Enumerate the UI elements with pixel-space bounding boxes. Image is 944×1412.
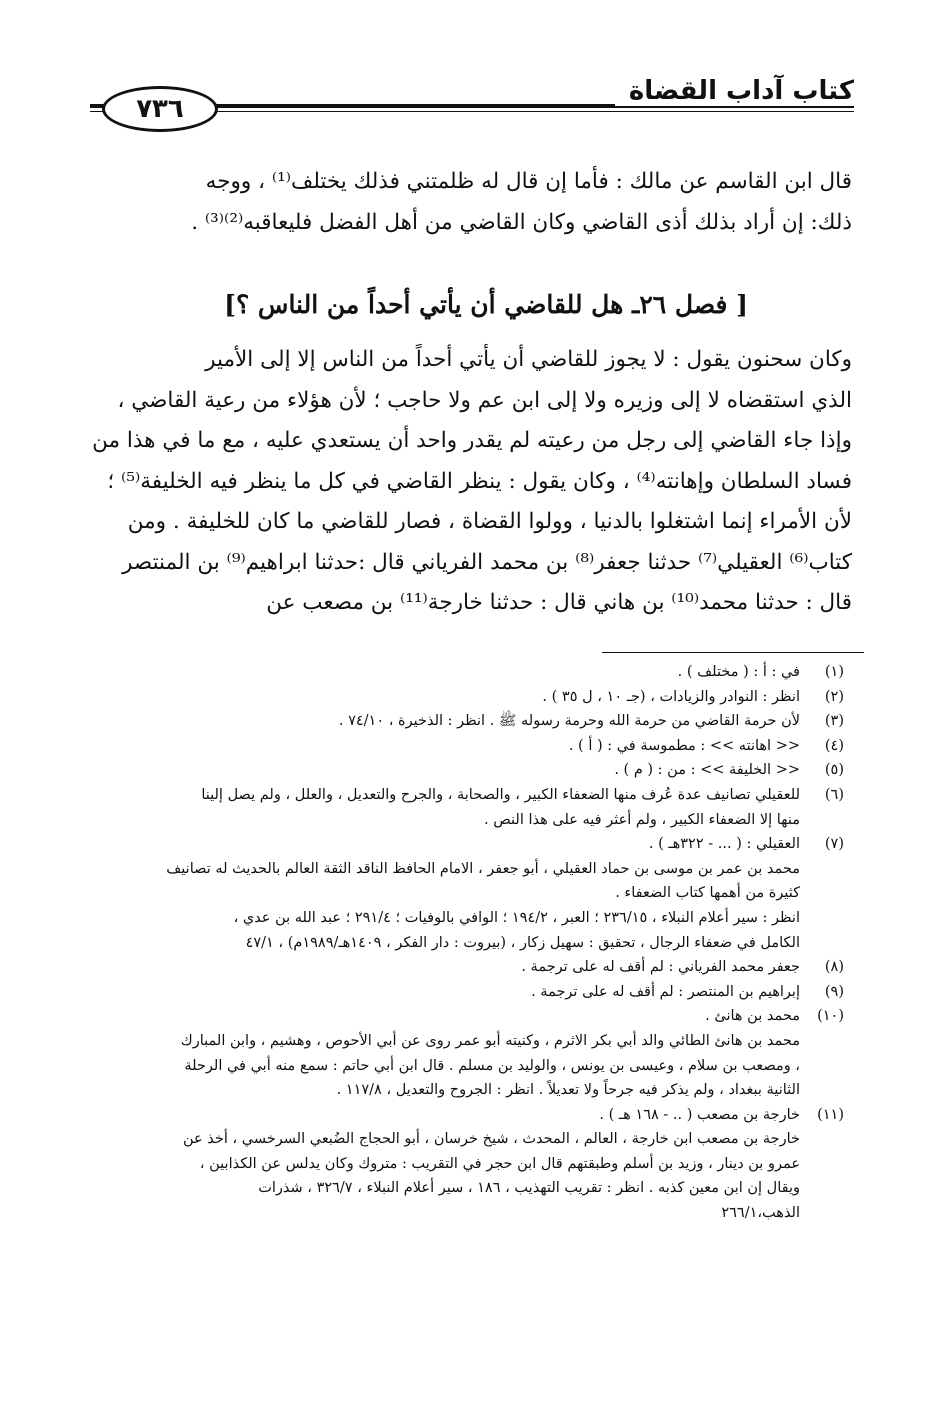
footnote-line: ، ومصعب بن سلام ، وعيسى بن يونس ، والوليد بن مسلم . قال ابن أبي حاتم : سمع منه أبي في الرحلة bbox=[184, 1057, 800, 1074]
footnote-number: (٨) bbox=[824, 959, 844, 976]
text-line: وكان سحنون يقول : لا يجوز للقاضي أن يأتي أحداً من الناس إلا إلى الأمير bbox=[205, 347, 852, 372]
footnote-line: انظر : سير أعلام النبلاء ، ٢٣٦/١٥ ؛ العبر ، ١٩٤/٢ ؛ الوافي بالوفيات ؛ ٢٩١/٤ ؛ عبد الله بن عدي ، bbox=[233, 909, 800, 926]
text-line: قال ابن القاسم عن مالك : فأما إن قال له ظلمتني فذلك يختلف⁽¹⁾ ، ووجه bbox=[205, 169, 852, 194]
footnote-number: (٥) bbox=[824, 762, 844, 779]
footnote-number: (٧) bbox=[824, 836, 844, 853]
footnote-line: محمد بن هانئ الطائي والد أبي بكر الاثرم ، وكنيته أبو عمر روى عن أبي الأحوص ، وهشيم ، وابن المبارك bbox=[180, 1032, 800, 1049]
footnote-separator bbox=[602, 652, 864, 653]
text-line: وإذا جاء القاضي إلى رجل من رعيته لم يقدر واحد أن يستعدي عليه ، مع ما في هذا من bbox=[92, 428, 852, 453]
footnote-number: (٤) bbox=[824, 737, 844, 754]
footnote-item bbox=[70, 685, 844, 710]
footnote-item bbox=[70, 1004, 844, 1102]
footnote-line: خارجة بن مصعب ابن خارجة ، العالم ، المحدث ، شيخ خرسان ، أبو الحجاج الضُبعي السرخسي ، أخذ عن bbox=[182, 1131, 800, 1148]
footnote-item bbox=[70, 955, 844, 980]
text-line: ذلك: إن أراد بذلك أذى القاضي وكان القاضي من أهل الفضل فليعاقبه⁽²⁾⁽³⁾ . bbox=[191, 209, 852, 235]
footnotes bbox=[70, 660, 844, 1226]
footnote-number: (٩) bbox=[824, 983, 844, 1000]
footnote-line: << اهانته >> : مطموسة في : ( أ ) . bbox=[568, 737, 800, 754]
footnote-item bbox=[70, 734, 844, 759]
footnote-number: (١) bbox=[824, 664, 844, 680]
footnote-item bbox=[70, 758, 844, 783]
footnote-number: (٢) bbox=[824, 688, 844, 705]
footnote-line: منها إلا الضعفاء الكبير ، ولم أعثر فيه على هذا النص . bbox=[484, 811, 800, 828]
footnote-line: الذهب،٢٦٦/١ bbox=[721, 1205, 800, 1222]
footnote-item bbox=[70, 660, 844, 685]
page-number: ٧٣٦ bbox=[102, 86, 218, 132]
footnote-item bbox=[70, 832, 844, 955]
footnote-number: (١٠) bbox=[817, 1008, 844, 1025]
text-line: الذي استقضاه لا إلى وزيره ولا إلى ابن عم ولا حاجب ؛ لأن هؤلاء من رعية القاضي ، bbox=[117, 387, 852, 413]
footnote-line: عمرو بن دينار ، وزيد بن أسلم وطبقتهم قال ابن حجر في التقريب : متروك وكان يدلس عن الكذابين ، bbox=[199, 1155, 800, 1172]
footnote-line: لأن حرمة القاضي من حرمة الله وحرمة رسوله ﷺ . انظر : الذخيرة ، ٧٤/١٠ . bbox=[338, 713, 800, 730]
main-paragraph bbox=[84, 340, 852, 624]
footnote-number: (٣) bbox=[824, 713, 844, 730]
footnote-item bbox=[70, 709, 844, 734]
text-line: كتاب⁽⁶⁾ العقيلي⁽⁷⁾ حدثنا جعفر⁽⁸⁾ بن محمد الفرياني قال :حدثنا ابراهيم⁽⁹⁾ بن المنتصر bbox=[122, 549, 852, 575]
footnote-line: الثانية ببغداد ، ولم يذكر فيه جرحاً ولا تعديلاً . انظر : الجروح والتعديل ، ١١٧/٨ . bbox=[336, 1082, 800, 1099]
footnote-line: في : أ : ( مختلف ) . bbox=[677, 664, 800, 680]
text-line: قال : حدثنا محمد⁽¹⁰⁾ بن هاني قال : حدثنا خارجة⁽¹¹⁾ بن مصعب عن bbox=[266, 590, 852, 615]
footnote-line: العقيلي : ( ... - ٣٢٢هـ ) . bbox=[648, 836, 800, 853]
footnote-number: (٦) bbox=[824, 786, 844, 803]
footnote-line: محمد بن هانئ . bbox=[705, 1008, 800, 1025]
section-title: [ فصل ٢٦ـ هل للقاضي أن يأتي أحداً من الناس ؟] bbox=[224, 290, 748, 319]
footnote-line: جعفر محمد الفرياني : لم أقف له على ترجمة . bbox=[521, 959, 800, 976]
footnote-item bbox=[70, 783, 844, 832]
page-header bbox=[90, 78, 854, 124]
book-title: كتاب آداب القضاة bbox=[615, 76, 854, 106]
footnote-item bbox=[70, 1103, 844, 1226]
footnote-line: خارجة بن مصعب ( .. - ١٦٨ هـ ) . bbox=[599, 1106, 800, 1123]
footnote-line: << الخليفة >> : من : ( م ) . bbox=[614, 762, 800, 779]
footnote-number: (١١) bbox=[817, 1106, 844, 1123]
footnote-line: للعقيلي تصانيف عدة عُرف منها الضعفاء الكبير ، والصحابة ، والجرح والتعديل ، والعلل ، ولم يصل إلينا bbox=[201, 786, 800, 803]
footnote-line: ويقال إن ابن معين كذبه . انظر : تقريب التهذيب ، ١٨٦ ، سير أعلام النبلاء ، ٣٢٦/٧ ، شذرات bbox=[258, 1180, 800, 1197]
footnote-item bbox=[70, 980, 844, 1005]
footnote-line: محمد بن عمر بن موسى بن حماد العقيلي ، أبو جعفر ، الامام الحافظ الناقد الثقة العالم بالحديث له تصانيف bbox=[166, 860, 800, 877]
footnote-line: إبراهيم بن المنتصر : لم أقف له على ترجمة . bbox=[531, 983, 800, 1000]
footnote-line: كثيرة من أهمها كتاب الضعفاء . bbox=[615, 885, 800, 902]
footnote-line: الكامل في ضعفاء الرجال ، تحقيق : سهيل زكار ، (بيروت : دار الفكر ، ١٤٠٩هـ/١٩٨٩م) ، ٤٧/١ bbox=[245, 934, 800, 951]
text-line: لأن الأمراء إنما اشتغلوا بالدنيا ، وولوا القضاة ، فصار للقاضي ما كان للخليفة . ومن bbox=[127, 509, 852, 534]
intro-paragraph bbox=[84, 162, 852, 243]
footnote-line: انظر : النوادر والزيادات ، (جـ ١٠ ، ل ٣٥ ) . bbox=[542, 688, 800, 705]
text-line: فساد السلطان وإهانته⁽⁴⁾ ، وكان يقول : ينظر القاضي في كل ما ينظر فيه الخليفة⁽⁵⁾ ؛ bbox=[107, 468, 852, 494]
